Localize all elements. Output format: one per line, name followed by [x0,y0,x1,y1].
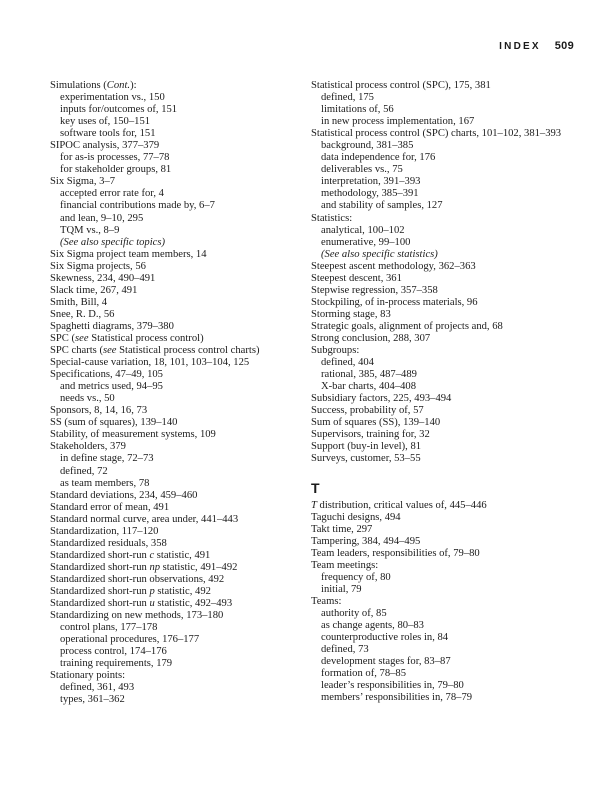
index-subentry: process control, 174–176 [60,646,167,658]
index-entry: SPC (see Statistical process control) [50,332,204,344]
index-subentry: in define stage, 72–73 [60,453,154,465]
index-subentry: defined, 404 [321,357,374,369]
index-entry: Takt time, 297 [311,523,373,535]
index-entry: Smith, Bill, 4 [50,296,108,308]
index-subentry: methodology, 385–391 [321,188,419,200]
index-subentry: leader’s responsibilities in, 79–80 [321,680,464,692]
index-subentry: inputs for/outcomes of, 151 [60,104,178,116]
index-entry: Team leaders, responsibilities of, 79–80 [311,547,480,559]
index-entry: Standardized short-run observations, 492 [50,573,225,585]
index-entry: SPC charts (see Statistical process control charts) [50,345,260,357]
index-subentry: as team members, 78 [60,477,150,489]
index-entry: Snee, R. D., 56 [50,308,115,320]
index-entry: Spaghetti diagrams, 379–380 [50,320,174,332]
index-subentry: defined, 73 [321,644,369,656]
index-entry: Statistical process control (SPC) charts, 101–102, 381–393 [311,128,562,140]
index-entry: Storming stage, 83 [311,308,391,320]
index-subentry: rational, 385, 487–489 [321,369,417,381]
index-entry: Success, probability of, 57 [311,405,424,417]
index-entry: Simulations (Cont.): [50,80,137,91]
index-entry: Tampering, 384, 494–495 [311,535,421,547]
index-entry: Teams: [311,595,342,607]
index-entry: Six Sigma projects, 56 [50,260,146,272]
index-entry: Strong conclusion, 288, 307 [311,332,431,344]
index-subentry: analytical, 100–102 [321,224,405,236]
index-subentry: software tools for, 151 [60,128,156,140]
index-subentry: development stages for, 83–87 [321,656,451,668]
index-entry: Six Sigma, 3–7 [50,176,116,188]
index-entry: Standard normal curve, area under, 441–443 [50,513,239,525]
index-subentry: and stability of samples, 127 [321,200,443,212]
index-subentry: frequency of, 80 [321,571,391,583]
index-entry: Supervisors, training for, 32 [311,429,430,441]
index-entry: SIPOC analysis, 377–379 [50,140,160,152]
index-subentry: X-bar charts, 404–408 [321,381,417,393]
index-entry: Stability, of measurement systems, 109 [50,429,216,441]
index-entry: Taguchi designs, 494 [311,511,401,523]
index-subentry: defined, 72 [60,465,108,477]
index-entry: T distribution, critical values of, 445–446 [311,499,487,511]
index-entry: Statistical process control (SPC), 175, 381 [311,80,491,91]
index-entry: Strategic goals, alignment of projects and, 68 [311,320,503,332]
index-entry: Sponsors, 8, 14, 16, 73 [50,405,148,417]
index-subentry: data independence for, 176 [321,152,436,164]
index-entry: Standard error of mean, 491 [50,501,170,513]
index-entry: Specifications, 47–49, 105 [50,369,163,381]
index-subentry: experimentation vs., 150 [60,92,165,104]
index-subentry: counterproductive roles in, 84 [321,632,449,644]
index-subentry: needs vs., 50 [60,393,115,405]
index-subentry: types, 361–362 [60,694,125,706]
index-entry: Steepest ascent methodology, 362–363 [311,260,476,272]
index-subentry: authority of, 85 [321,607,387,619]
index-entry: Statistics: [311,212,353,224]
index-entry: Team meetings: [311,559,379,571]
index-column-left [50,80,290,706]
index-entry: Support (buy-in level), 81 [311,441,422,453]
index-subentry: in new process implementation, 167 [321,116,475,128]
page-number: 509 [554,40,574,52]
index-entry: Slack time, 267, 491 [50,284,138,296]
index-subentry: financial contributions made by, 6–7 [60,200,215,212]
index-entry: Special-cause variation, 18, 101, 103–104, 125 [50,357,250,369]
index-subentry: and metrics used, 94–95 [60,381,163,393]
index-subentry: for stakeholder groups, 81 [60,164,172,176]
index-entry: Stationary points: [50,670,126,682]
index-entry: Sum of squares (SS), 139–140 [311,417,441,429]
index-entry: SS (sum of squares), 139–140 [50,417,178,429]
index-entry: Standardized short-run c statistic, 491 [50,549,211,561]
index-entry: Six Sigma project team members, 14 [50,248,207,260]
index-entry: Standardized short-run p statistic, 492 [50,585,211,597]
index-subentry: initial, 79 [321,583,362,595]
index-entry: Standardized residuals, 358 [50,537,167,549]
index-subentry: limitations of, 56 [321,104,394,116]
index-subentry: key uses of, 150–151 [60,116,151,128]
index-subentry: enumerative, 99–100 [321,236,411,248]
index-subentry: accepted error rate for, 4 [60,188,164,200]
index-subentry: deliverables vs., 75 [321,164,403,176]
index-subentry: formation of, 78–85 [321,668,407,680]
index-entry: Standardization, 117–120 [50,525,159,537]
index-entry: Steepest descent, 361 [311,272,402,284]
running-header [0,40,574,52]
index-entry: Standardized short-run u statistic, 492–493 [50,598,233,610]
index-column-right [311,80,569,704]
index-subentry: TQM vs., 8–9 [60,224,120,236]
index-subentry: control plans, 177–178 [60,622,158,634]
index-subentry: operational procedures, 176–177 [60,634,200,646]
index-letter-heading: T [311,479,320,496]
index-subentry: interpretation, 391–393 [321,176,421,188]
index-entry: Stakeholders, 379 [50,441,126,453]
section-gap [311,466,569,478]
index-entry: Subsidiary factors, 225, 493–494 [311,393,452,405]
index-subentry: defined, 361, 493 [60,682,135,694]
index-entry: Skewness, 234, 490–491 [50,272,156,284]
section-title: INDEX [499,41,541,52]
index-subentry: members’ responsibilities in, 78–79 [321,692,473,704]
index-entry: Stockpiling, of in-process materials, 96 [311,296,478,308]
index-subentry: (See also specific topics) [60,236,166,248]
index-entry: Surveys, customer, 53–55 [311,453,421,465]
index-entry: Subgroups: [311,345,360,357]
index-subentry: defined, 175 [321,92,374,104]
index-entry: Standard deviations, 234, 459–460 [50,489,198,501]
index-subentry: for as-is processes, 77–78 [60,152,170,164]
index-entry: Standardizing on new methods, 173–180 [50,610,224,622]
index-subentry: training requirements, 179 [60,658,173,670]
index-subentry: background, 381–385 [321,140,414,152]
index-subentry: and lean, 9–10, 295 [60,212,144,224]
index-subentry: (See also specific statistics) [321,248,438,260]
index-subentry: as change agents, 80–83 [321,620,424,632]
index-entry: Stepwise regression, 357–358 [311,284,438,296]
index-entry: Standardized short-run np statistic, 491–492 [50,561,238,573]
